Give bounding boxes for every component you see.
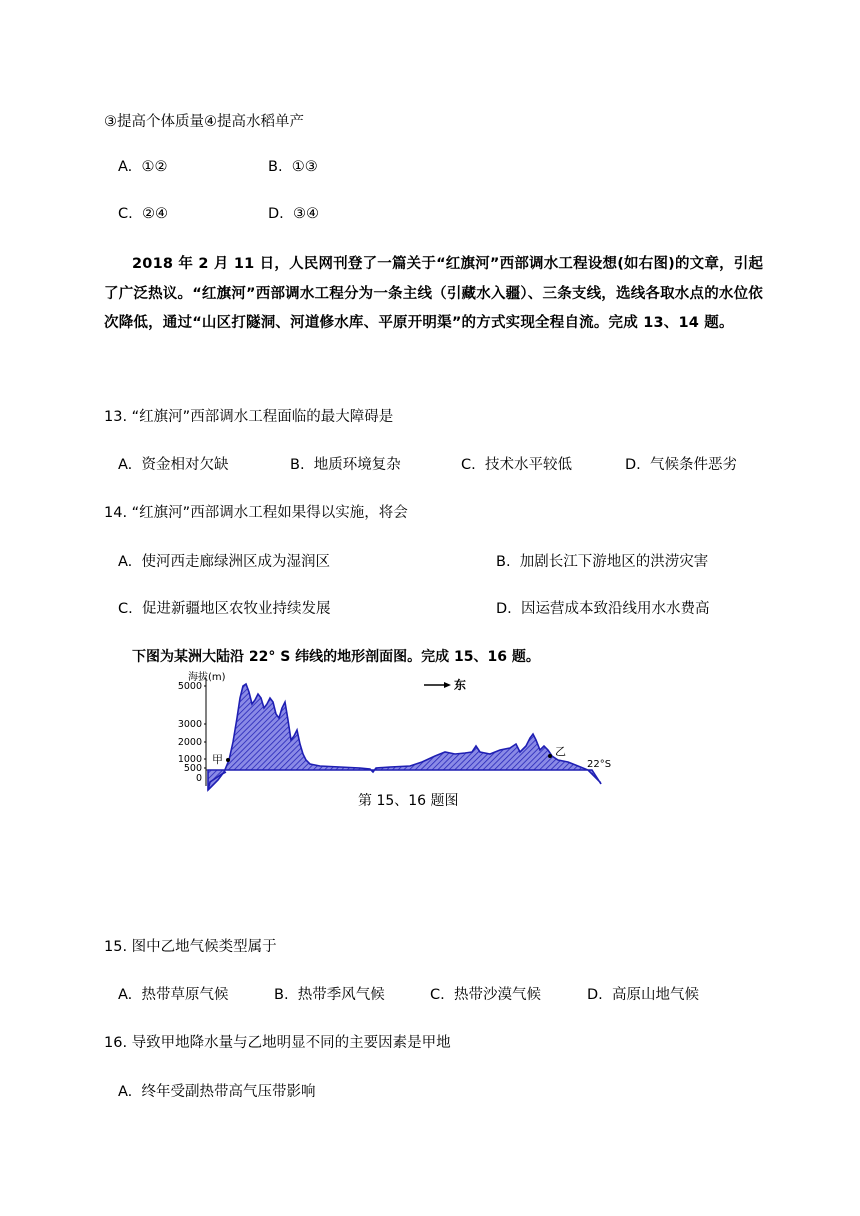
q15-option-a: A. 热带草原气候	[118, 987, 229, 1003]
y-tick-3000: 3000	[177, 719, 202, 730]
passage-13-14: 2018 年 2 月 11 日，人民网刊登了一篇关于“红旗河”西部调水工程设想(如右图)的文章，引起了广泛热议。“红旗河”西部调水工程分为一条主线（引藏水入疆）、三条支线，选线各取水点的水位依次降低，通过“山区打隧洞、河道修水库、平原开明渠”的方式实现全程自流。完成 13、14 题。	[104, 256, 764, 331]
terrain-fill	[208, 684, 601, 790]
question-16-stem: 16. 导致甲地降水量与乙地明显不同的主要因素是甲地	[104, 1035, 451, 1051]
latitude-label: 22°S	[587, 759, 612, 770]
point-jia-label: 甲	[212, 753, 223, 766]
q13-option-c: C. 技术水平较低	[461, 457, 572, 473]
q14-option-b: B. 加剧长江下游地区的洪涝灾害	[496, 554, 709, 570]
y-ticks	[178, 681, 206, 784]
y-tick-0: 0	[195, 773, 202, 784]
point-jia-marker	[226, 758, 230, 762]
q14-option-c: C. 促进新疆地区农牧业持续发展	[118, 601, 331, 617]
q15-option-c: C. 热带沙漠气候	[430, 987, 541, 1003]
q12-option-a: A. ①②	[118, 159, 168, 175]
point-yi-label: 乙	[555, 745, 566, 758]
y-tick-1000: 1000	[177, 754, 202, 765]
direction-label: 东	[454, 678, 467, 692]
q15-option-d: D. 高原山地气候	[587, 987, 699, 1003]
question-12-stem-continuation: ③提高个体质量④提高水稻单产	[104, 114, 304, 130]
y-tick-5000: 5000	[177, 681, 202, 692]
question-14-stem: 14. “红旗河”西部调水工程如果得以实施，将会	[104, 505, 408, 521]
question-13-stem: 13. “红旗河”西部调水工程面临的最大障碍是	[104, 409, 394, 425]
point-yi-marker	[548, 754, 552, 758]
q14-option-d: D. 因运营成本致沿线用水水费高	[496, 601, 710, 617]
figure-intro: 下图为某洲大陆沿 22° S 纬线的地形剖面图。完成 15、16 题。	[132, 649, 540, 665]
terrain-profile-figure	[160, 668, 620, 794]
q14-option-a: A. 使河西走廊绿洲区成为湿润区	[118, 554, 330, 570]
y-tick-500: 500	[183, 763, 202, 774]
y-tick-2000: 2000	[177, 737, 202, 748]
q13-option-a: A. 资金相对欠缺	[118, 457, 229, 473]
q13-option-b: B. 地质环境复杂	[290, 457, 401, 473]
q13-option-d: D. 气候条件恶劣	[625, 457, 737, 473]
q12-option-c: C. ②④	[118, 206, 168, 222]
east-arrow-icon	[424, 682, 451, 688]
question-15-stem: 15. 图中乙地气候类型属于	[104, 939, 277, 955]
q12-option-b: B. ①③	[268, 159, 318, 175]
q12-option-d: D. ③④	[268, 206, 319, 222]
q16-option-a: A. 终年受副热带高气压带影响	[118, 1084, 316, 1100]
y-axis-label: 海拔(m)	[188, 672, 226, 683]
q15-option-b: B. 热带季风气候	[274, 987, 385, 1003]
figure-caption: 第 15、16 题图	[358, 793, 459, 809]
